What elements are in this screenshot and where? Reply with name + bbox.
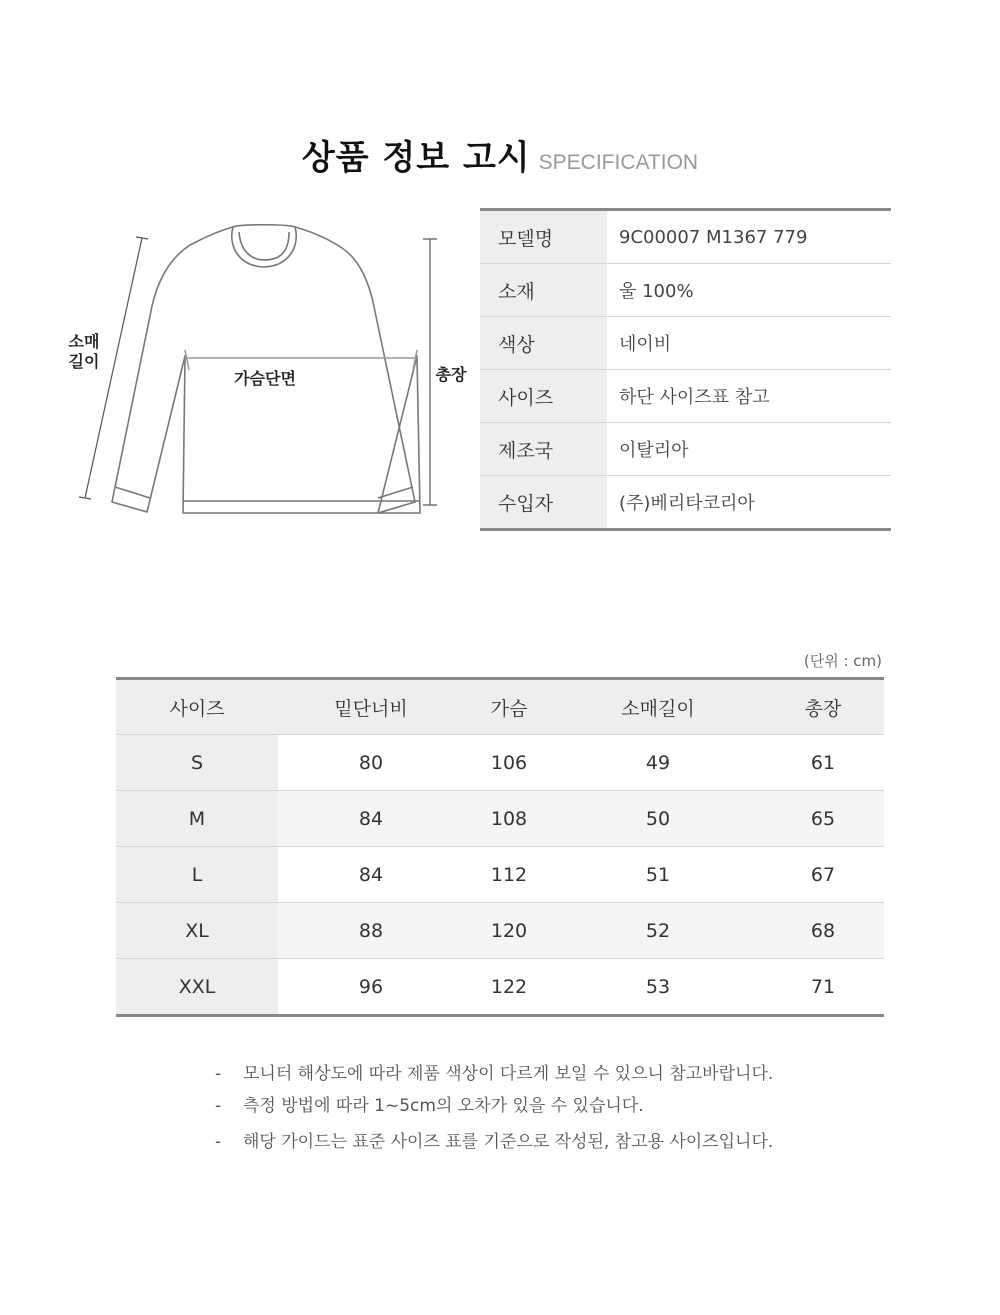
- table-row: [116, 847, 884, 903]
- spec-key: 수입자: [498, 492, 554, 515]
- spec-value: (주)베리타코리아: [619, 493, 755, 514]
- sleeve-label-line2: 길이: [68, 352, 100, 371]
- table-cell: 80: [278, 735, 464, 791]
- size-table: [116, 677, 884, 1017]
- title-sub: SPECIFICATION: [538, 151, 699, 174]
- table-cell: 51: [554, 847, 762, 903]
- spec-table: [480, 208, 891, 531]
- size-cell: L: [116, 847, 278, 903]
- column-header: 사이즈: [116, 679, 278, 735]
- spec-key: 색상: [498, 333, 535, 356]
- chest-label: 가슴단면: [234, 369, 296, 388]
- note-text: 측정 방법에 따라 1~5cm의 오차가 있을 수 있습니다.: [243, 1096, 644, 1116]
- column-header: 총장: [762, 679, 884, 735]
- table-cell: 71: [810, 975, 836, 998]
- table-cell: 49: [554, 735, 762, 791]
- table-cell: 84: [278, 791, 464, 847]
- table-cell: 84: [278, 847, 464, 903]
- table-cell: 53: [645, 975, 671, 998]
- size-cell: S: [116, 735, 278, 791]
- table-cell: 88: [278, 903, 464, 959]
- note-dash: -: [215, 1132, 222, 1152]
- spec-row: [480, 317, 891, 370]
- table-row: [116, 903, 884, 959]
- table-cell: 67: [762, 847, 884, 903]
- note-text: 해당 가이드는 표준 사이즈 표를 기준으로 작성된, 참고용 사이즈입니다.: [243, 1132, 774, 1152]
- spec-row: [480, 210, 891, 264]
- length-label: 총장: [435, 365, 467, 384]
- sweater-illustration: [55, 210, 475, 530]
- unit-label: (단위 : cm): [803, 652, 882, 670]
- sleeve-length-label: [61, 332, 107, 372]
- spec-key: 모델명: [498, 227, 554, 250]
- spec-row: [480, 476, 891, 530]
- sleeve-label-line1: 소매: [68, 332, 100, 351]
- note-dash: -: [215, 1096, 222, 1116]
- table-row: [116, 959, 884, 1016]
- table-cell: 61: [762, 735, 884, 791]
- table-cell: 96: [358, 975, 384, 998]
- table-cell: 112: [464, 847, 554, 903]
- note-text: 모니터 해상도에 따라 제품 색상이 다르게 보일 수 있으니 참고바랍니다.: [243, 1064, 774, 1084]
- table-cell: 52: [554, 903, 762, 959]
- table-cell: 68: [762, 903, 884, 959]
- size-table-header: [116, 679, 884, 735]
- spec-row: [480, 264, 891, 317]
- table-cell: 65: [762, 791, 884, 847]
- page-title: [0, 130, 1000, 179]
- spec-value: 울 100%: [607, 264, 891, 317]
- column-header: 가슴: [464, 679, 554, 735]
- table-cell: 50: [554, 791, 762, 847]
- table-cell: 120: [464, 903, 554, 959]
- table-cell: 108: [464, 791, 554, 847]
- size-cell: M: [116, 791, 278, 847]
- spec-value: 네이비: [607, 317, 891, 370]
- size-cell: XXL: [116, 959, 278, 1016]
- table-cell: 106: [464, 735, 554, 791]
- size-cell: XL: [116, 903, 278, 959]
- column-header: 소매길이: [554, 679, 762, 735]
- table-row: [116, 735, 884, 791]
- spec-key: 소재: [498, 280, 535, 303]
- spec-value: 9C00007 M1367 779: [607, 210, 891, 264]
- spec-row: [480, 370, 891, 423]
- spec-key: 사이즈: [498, 386, 554, 409]
- column-header: 밑단너비: [278, 679, 464, 735]
- spec-key: 제조국: [498, 439, 554, 462]
- spec-value: 이탈리아: [607, 423, 891, 476]
- note-dash: -: [215, 1064, 222, 1084]
- title-main: 상품 정보 고시: [301, 138, 531, 178]
- spec-row: [480, 423, 891, 476]
- spec-value: 하단 사이즈표 참고: [607, 370, 891, 423]
- table-cell: 122: [490, 975, 528, 998]
- table-row: [116, 791, 884, 847]
